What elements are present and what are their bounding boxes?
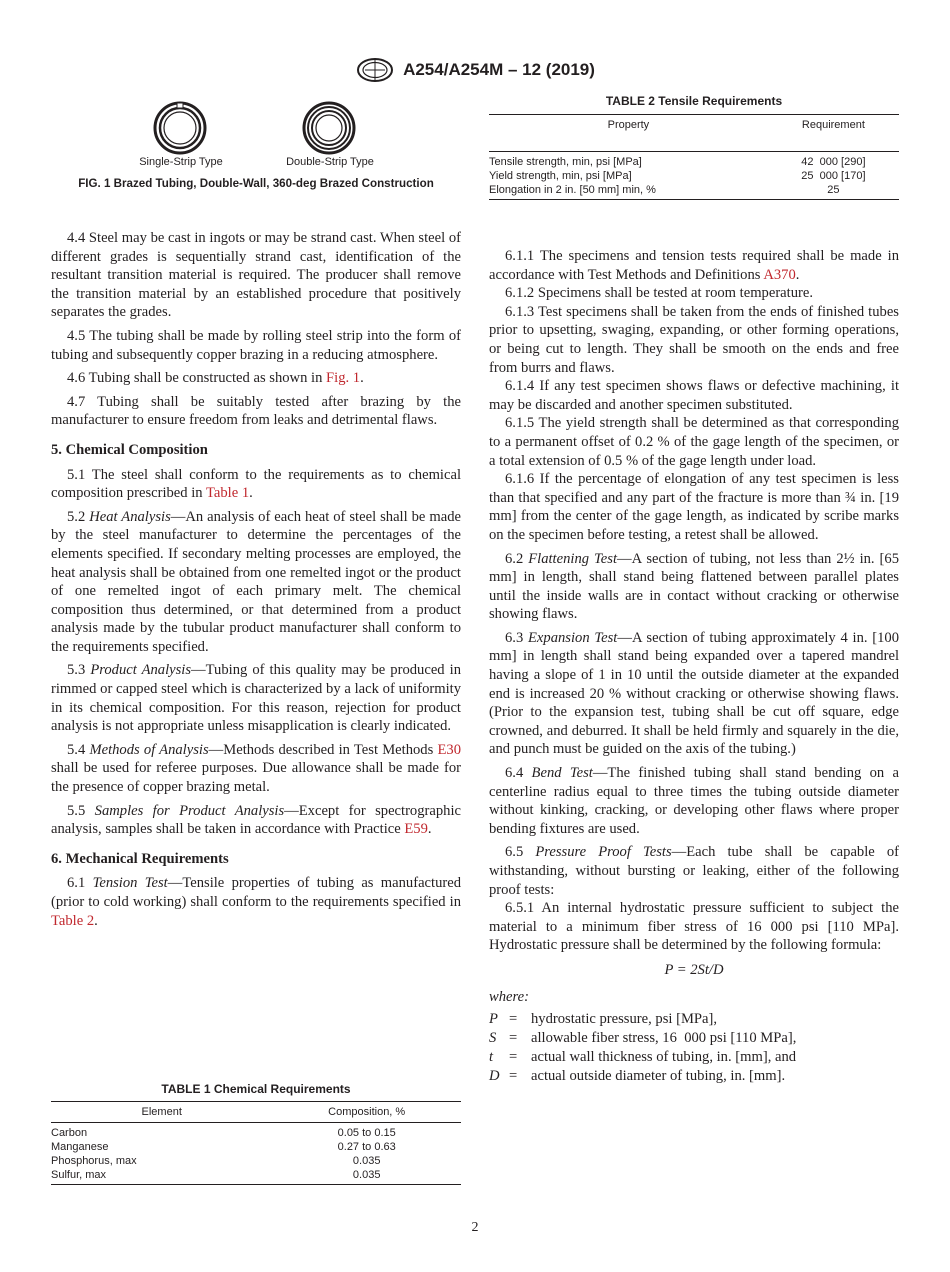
text: 6.1.1 The specimens and tension tests required shall be made in accordance with Test Methods and Definitions (489, 248, 899, 283)
table-row (51, 1168, 461, 1185)
subsection-title: Tension Test (92, 875, 168, 892)
single-strip-tube-drawing (152, 100, 208, 156)
column-header: Composition, % (272, 1102, 461, 1123)
subsection-title: Methods of Analysis (89, 741, 209, 758)
e59-link[interactable]: E59 (404, 821, 428, 838)
table-2-link[interactable]: Table 2 (51, 912, 95, 929)
table-2 (489, 94, 899, 200)
subsection-title: Pressure Proof Tests (535, 844, 672, 861)
table-cell: 25 (768, 183, 899, 200)
subsection-title: Expansion Test (528, 629, 618, 646)
page-header (0, 56, 950, 84)
table-row (51, 1140, 461, 1154)
paragraph-5-2 (51, 508, 461, 657)
paragraph-6-1 (51, 874, 461, 930)
definition-equals: = (509, 1011, 518, 1028)
definition-equals: = (509, 1030, 518, 1047)
table-cell: Elongation in 2 in. [50 mm] min, % (489, 183, 768, 200)
formula-definitions (489, 1010, 899, 1086)
text: —Tensile properties of tubing as manufactured (prior to cold working) shall conform to the requirements specified in (51, 875, 462, 910)
definition-symbol: S (489, 1030, 497, 1047)
table-header-row (489, 115, 899, 152)
column-header: Requirement (768, 115, 899, 152)
paragraph-4-6 (51, 369, 461, 388)
paragraph-5-4 (51, 741, 461, 797)
paragraph-6-3 (489, 629, 899, 759)
text: 6.1 (67, 875, 93, 892)
paragraph-6-1-2: 6.1.2 Specimens shall be tested at room temperature. (505, 285, 814, 302)
paragraph-6-5 (489, 843, 899, 899)
table-row (51, 1123, 461, 1141)
table-cell: Tensile strength, min, psi [MPa] (489, 156, 642, 168)
paragraph-4-7: 4.7 Tubing shall be suitably tested after brazing by the manufacturer to ensure freedom from leaks and detrimental flaws. (51, 393, 461, 429)
text: . (795, 266, 800, 283)
table-cell: 0.27 to 0.63 (337, 1141, 396, 1153)
document-designation: A254/A254M – 12 (2019) (403, 60, 595, 79)
column-header: Element (51, 1102, 272, 1123)
text: 6.4 (505, 765, 532, 782)
paragraph-5-3 (51, 661, 461, 735)
paragraph-4-4: 4.4 Steel may be cast in ingots or may be strand cast. When steel of different grades is sequentially strand cast, identification of the resultant transition material is required. The producer shall remove the transition material by an established procedure that positively separates the grades. (51, 230, 461, 321)
table-2-title: TABLE 2 Tensile Requirements (605, 94, 783, 108)
figure-caption: FIG. 1 Brazed Tubing, Double-Wall, 360-deg Brazed Construction (78, 177, 434, 190)
text: —Methods described in Test Methods (208, 741, 438, 758)
figure-1 (51, 98, 461, 194)
subsection-title: Heat Analysis (89, 508, 171, 525)
table-cell: Carbon (51, 1127, 88, 1139)
chemical-requirements-table (51, 1101, 461, 1185)
left-column (51, 229, 461, 935)
text: —The finished tubing shall stand bending on a centerline radius equal to three times the tubing outside diameter without kinking, cracking, or developing other flaws where proper bending fixtures are used. (489, 765, 899, 837)
paragraph-5-5 (51, 802, 461, 839)
text: 5.3 (67, 662, 91, 679)
text: . (249, 485, 253, 502)
subsection-title: Bend Test (531, 765, 593, 782)
a370-link[interactable]: A370 (763, 266, 796, 283)
text: . (360, 370, 364, 387)
paragraph-6-1-1 (489, 247, 899, 284)
table-cell: Yield strength, min, psi [MPa] (489, 170, 632, 182)
paragraph-6-4 (489, 764, 899, 838)
where-label: where: (489, 988, 529, 1005)
table-cell: 0.035 (272, 1168, 461, 1185)
definition-text: hydrostatic pressure, psi [MPa], (531, 1011, 718, 1028)
text: —An analysis of each heat of steel shall be made by the steel manufacturer to determine the percentages of the elements specified. If secondary melting processes are employed, the heat analysis shall be obtained from one remelted ingot or the product of one remelted ingot of each primary melt. The chemical composition thus determined, or that determined from a product analysis made by the tubular product manufacturer shall conform to the requirements specified. (51, 508, 461, 655)
paragraph-6-1-3: 6.1.3 Test specimens shall be taken from the ends of finished tubes prior to upsetting, swaging, expanding, or other forming operations, or being cut to length. They shall be smooth on the ends and free from burrs and flaws. (489, 303, 899, 376)
subsection-title: Flattening Test (528, 550, 618, 567)
definition-text: allowable fiber stress, 16 000 psi [110 MPa], (531, 1030, 797, 1047)
table-cell: Phosphorus, max (51, 1155, 137, 1167)
text: . (94, 912, 98, 929)
definition-text: actual wall thickness of tubing, in. [mm], and (531, 1049, 797, 1066)
table-row (51, 1154, 461, 1168)
text: —A section of tubing approximately 4 in. [100 mm] in length shall stand being expanded over a tapered mandrel having a slope of 1 in 10 until the outside diameter at the expanded end is increased 20 % without cracking or otherwise showing flaws. (Prior to the expansion test, tubing shall be cut off square, edge crowned, and deburred. It shall be held firmly and squarely in the die, and punch must be guided on the axis of the tubing.) (489, 629, 900, 758)
definition-symbol: D (489, 1068, 500, 1085)
paragraph-6-1-4: 6.1.4 If any test specimen shows flaws or defective machining, it may be discarded and another specimen substituted. (489, 378, 899, 413)
subsection-title: Samples for Product Analysis (94, 802, 285, 819)
right-column (489, 247, 899, 1086)
table-row (489, 152, 899, 170)
paragraph-5-1 (51, 466, 461, 503)
paragraph-6-1-6: 6.1.6 If the percentage of elongation of any test specimen is less than that specified and any part of the fracture is more than ¾ in. [19 mm] from the center of the gage length, as indicated by scribe marks on the specimen before testing, a retest shall be allowed. (489, 471, 899, 543)
subsection-title: Product Analysis (90, 662, 192, 679)
text: —Except for spectrographic analysis, samples shall be taken in accordance with Practice (51, 802, 461, 838)
table-1 (51, 1082, 461, 1185)
section-6-heading: 6. Mechanical Requirements (51, 850, 229, 867)
table-cell: Sulfur, max (51, 1168, 272, 1185)
tensile-requirements-table (489, 114, 899, 200)
text: 5.1 The steel shall conform to the requirements as to chemical composition prescribed in (51, 466, 461, 502)
text: 5.2 (67, 508, 90, 525)
paragraph-4-5: 4.5 The tubing shall be made by rolling steel strip into the form of tubing and subsequently copper brazing in a reducing atmosphere. (51, 327, 461, 363)
text: 6.5 (505, 844, 536, 861)
figure-label-double-strip: Double-Strip Type (286, 156, 374, 168)
pressure-formula: P = 2St/D (664, 961, 724, 978)
astm-logo-icon (355, 57, 395, 83)
text: 5.5 (67, 802, 95, 819)
definition-symbol: t (489, 1049, 494, 1066)
definition-symbol: P (489, 1011, 498, 1028)
text: shall be used for referee purposes. Due allowance shall be made for the presence of copper brazing metal. (51, 760, 461, 796)
text: —Each tube shall be capable of withstanding, without bursting or leaking, either of the following proof tests: (489, 844, 899, 898)
table-1-link[interactable]: Table 1 (205, 485, 250, 502)
table-row (489, 169, 899, 183)
column-header: Property (489, 115, 768, 152)
table-cell: 0.035 (352, 1155, 381, 1167)
definition-equals: = (509, 1049, 518, 1066)
definition-equals: = (509, 1068, 518, 1085)
table-cell: 42 000 [290] (801, 156, 866, 168)
e30-link[interactable]: E30 (437, 741, 461, 758)
fig-1-link[interactable]: Fig. 1 (326, 370, 361, 387)
section-5-heading: 5. Chemical Composition (51, 441, 208, 458)
table-cell: 25 000 [170] (801, 170, 866, 182)
text: 5.4 (67, 741, 90, 758)
paragraph-6-1-5: 6.1.5 The yield strength shall be determined as that corresponding to a permanent offset of 0.2 % of the gage length of the specimen, or a total extension of 0.5 % of the gage length under load. (489, 415, 899, 469)
paragraph-6-5-1: 6.5.1 An internal hydrostatic pressure sufficient to subject the material to a minimum fiber stress of 16 000 psi [110 MPa]. Hydrostatic pressure shall be determined by the following formula: (489, 900, 899, 954)
double-strip-tube-drawing (301, 100, 357, 156)
table-row (489, 183, 899, 200)
table-cell: 0.05 to 0.15 (337, 1127, 396, 1139)
text: —A section of tubing, not less than 2½ in. [65 mm] in length, shall stand being flattened between parallel plates until the inside walls are in contact without cracking or otherwise showing flaws. (489, 550, 900, 623)
definition-text: actual outside diameter of tubing, in. [mm]. (531, 1068, 786, 1085)
figure-label-single-strip: Single-Strip Type (139, 156, 223, 168)
paragraph-6-2 (489, 550, 899, 624)
table-header-row (51, 1102, 461, 1123)
text: 6.2 (505, 550, 529, 567)
text: —Tubing of this quality may be produced in rimmed or capped steel which is characterized by a lack of uniformity in its chemical composition. For this reason, rejection for product analysis is not appropriate unless misapplication is clearly indicated. (51, 662, 462, 735)
table-cell: Manganese (51, 1141, 109, 1153)
table-1-title: TABLE 1 Chemical Requirements (161, 1082, 351, 1096)
text: 4.6 Tubing shall be constructed as shown in (67, 370, 327, 387)
page-number: 2 (471, 1220, 479, 1235)
text: 6.3 (505, 629, 528, 646)
text: . (427, 821, 432, 838)
